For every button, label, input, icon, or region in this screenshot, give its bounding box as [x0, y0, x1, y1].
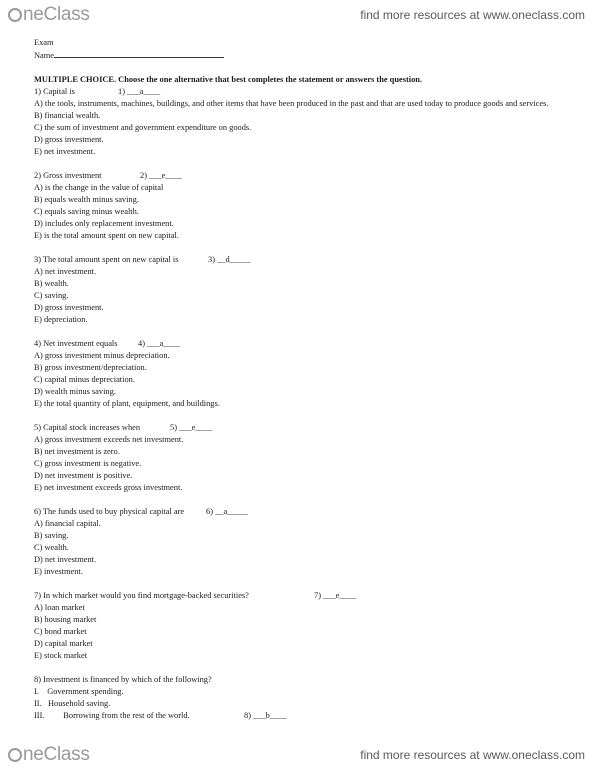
option: A) gross investment exceeds net investment. — [34, 435, 184, 444]
exam-label: Exam — [34, 38, 54, 47]
option: D) gross investment. — [34, 303, 104, 312]
answer-blank: 5) ___e____ — [170, 423, 213, 432]
option: D) net investment. — [34, 555, 97, 564]
promo-link[interactable]: find more resources at www.oneclass.com — [360, 748, 585, 762]
option: C) gross investment is negative. — [34, 459, 142, 468]
oneclass-logo[interactable] — [8, 744, 90, 766]
logo-text: neClass — [23, 744, 90, 765]
option: D) net investment is positive. — [34, 471, 133, 480]
option: B) net investment is zero. — [34, 447, 120, 456]
bottom-banner — [0, 738, 595, 768]
option: C) capital minus depreciation. — [34, 375, 135, 384]
answer-blank: 6) __a_____ — [206, 507, 249, 516]
option: D) gross investment. — [34, 135, 104, 144]
question-stem: 5) Capital stock increases when — [34, 423, 141, 432]
option: III. Borrowing from the rest of the world. — [34, 711, 190, 720]
question-7 — [34, 590, 584, 662]
option: A) the tools, instruments, machines, buildings, and other items that have been produced in the past and that are used today to produce goods and services. — [34, 99, 549, 108]
option: C) saving. — [34, 291, 69, 300]
instructions: MULTIPLE CHOICE. Choose the one alternative that best completes the statement or answers the question. — [34, 75, 423, 84]
option: A) loan market — [34, 603, 85, 612]
option: II. Household saving. — [34, 699, 111, 708]
name-field — [34, 49, 584, 62]
name-underline[interactable] — [54, 49, 224, 58]
option: D) capital market — [34, 639, 93, 648]
question-stem: 1) Capital is — [34, 87, 75, 96]
option: A) net investment. — [34, 267, 97, 276]
option: B) saving. — [34, 531, 69, 540]
option: B) wealth. — [34, 279, 69, 288]
option: E) the total quantity of plant, equipment, and buildings. — [34, 399, 220, 408]
option: B) housing market — [34, 615, 97, 624]
answer-blank: 7) ___e____ — [314, 591, 357, 600]
name-label: Name — [34, 51, 54, 60]
option: D) wealth minus saving. — [34, 387, 116, 396]
option: C) the sum of investment and government expenditure on goods. — [34, 123, 252, 132]
option: B) financial wealth. — [34, 111, 101, 120]
answer-blank: 1) ___a____ — [118, 87, 161, 96]
question-stem: 6) The funds used to buy physical capital are — [34, 507, 185, 516]
option: A) financial capital. — [34, 519, 101, 528]
answer-blank: 2) ___e____ — [140, 171, 183, 180]
option: I. Government spending. — [34, 687, 124, 696]
question-stem: 2) Gross investment — [34, 171, 102, 180]
option: D) includes only replacement investment. — [34, 219, 174, 228]
option: E) depreciation. — [34, 315, 88, 324]
option: A) gross investment minus depreciation. — [34, 351, 170, 360]
logo-text: neClass — [23, 4, 90, 25]
option: B) equals wealth minus saving. — [34, 195, 139, 204]
option: E) is the total amount spent on new capital. — [34, 231, 179, 240]
top-banner — [0, 0, 595, 30]
logo-circle-icon — [8, 8, 22, 22]
answer-blank: 8) ___b____ — [244, 711, 287, 720]
question-5 — [34, 422, 584, 494]
option: E) investment. — [34, 567, 83, 576]
option: E) net investment. — [34, 147, 96, 156]
promo-link[interactable]: find more resources at www.oneclass.com — [360, 8, 585, 22]
answer-blank: 3) __d_____ — [208, 255, 251, 264]
question-stem: 8) Investment is financed by which of the following? — [34, 675, 212, 684]
logo-circle-icon — [8, 748, 22, 762]
question-4 — [34, 338, 584, 410]
answer-blank: 4) ___a____ — [138, 339, 181, 348]
question-stem: 7) In which market would you find mortgage-backed securities? — [34, 591, 249, 600]
question-8 — [34, 674, 584, 722]
option: C) bond market — [34, 627, 87, 636]
question-2 — [34, 170, 584, 242]
option: C) equals saving minus wealth. — [34, 207, 139, 216]
option: B) gross investment/depreciation. — [34, 363, 147, 372]
question-1 — [34, 86, 584, 158]
option: C) wealth. — [34, 543, 69, 552]
exam-content — [34, 37, 584, 722]
question-6 — [34, 506, 584, 578]
oneclass-logo[interactable] — [8, 4, 90, 26]
question-stem: 4) Net investment equals — [34, 339, 118, 348]
option: A) is the change in the value of capital — [34, 183, 164, 192]
option: E) stock market — [34, 651, 88, 660]
question-3 — [34, 254, 584, 326]
option: E) net investment exceeds gross investment. — [34, 483, 183, 492]
question-stem: 3) The total amount spent on new capital is — [34, 255, 179, 264]
